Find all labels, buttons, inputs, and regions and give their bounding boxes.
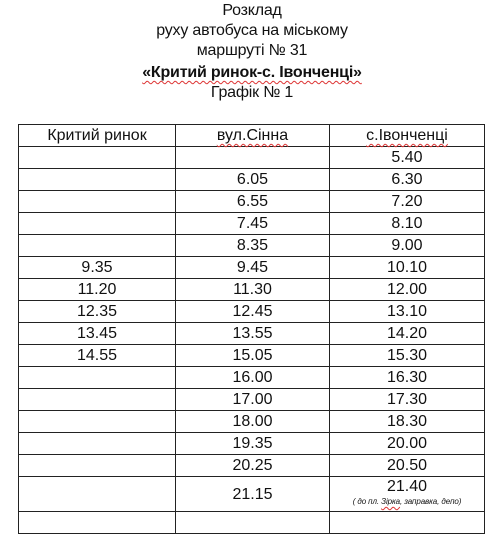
table-cell xyxy=(19,433,176,455)
table-cell: 6.30 xyxy=(330,169,485,191)
title-line-1: Розклад xyxy=(222,2,282,19)
table-row xyxy=(19,433,485,455)
table-cell: 9.00 xyxy=(330,235,485,257)
column-header-text: с.Івонченці xyxy=(366,127,448,144)
table-row xyxy=(19,512,485,534)
document-header xyxy=(0,0,504,103)
table-row xyxy=(19,191,485,213)
table-cell: 18.00 xyxy=(176,411,330,433)
table-cell: 14.55 xyxy=(19,345,176,367)
table-row xyxy=(19,213,485,235)
table-cell: 6.05 xyxy=(176,169,330,191)
table-cell: 20.50 xyxy=(330,455,485,477)
title-line-3: маршруті № 31 xyxy=(196,42,308,59)
table-row xyxy=(19,301,485,323)
table-cell xyxy=(19,147,176,169)
column-header: Критий ринок xyxy=(19,125,176,147)
table-cell xyxy=(19,191,176,213)
departure-time: 21.40 xyxy=(386,478,428,495)
table-cell: 16.00 xyxy=(176,367,330,389)
table-cell: 9.45 xyxy=(176,257,330,279)
table-cell xyxy=(19,411,176,433)
column-header xyxy=(330,125,485,147)
column-header-text: вул.Сінна xyxy=(216,127,289,144)
table-row xyxy=(19,279,485,301)
route-note-underlined: Зірка xyxy=(381,497,401,506)
table-cell: 12.00 xyxy=(330,279,485,301)
table-row xyxy=(19,257,485,279)
table-cell xyxy=(19,213,176,235)
table-cell: 17.30 xyxy=(330,389,485,411)
table-cell xyxy=(19,477,176,512)
route-name xyxy=(0,63,504,83)
table-cell xyxy=(176,512,330,534)
timetable xyxy=(18,124,485,534)
table-cell xyxy=(19,455,176,477)
table-cell: 13.45 xyxy=(19,323,176,345)
table-cell: 8.10 xyxy=(330,213,485,235)
table-row xyxy=(19,323,485,345)
table-cell xyxy=(19,389,176,411)
table-row xyxy=(19,169,485,191)
table-row xyxy=(19,367,485,389)
title-line-2: руху автобуса на міському xyxy=(156,22,348,39)
table-row xyxy=(19,455,485,477)
table-cell: 5.40 xyxy=(330,147,485,169)
table-cell xyxy=(330,512,485,534)
route-note xyxy=(330,496,484,507)
table-cell: 7.45 xyxy=(176,213,330,235)
table-row xyxy=(19,147,485,169)
table-cell: 8.35 xyxy=(176,235,330,257)
table-cell xyxy=(19,169,176,191)
table-cell xyxy=(19,367,176,389)
table-cell xyxy=(19,235,176,257)
table-cell xyxy=(19,512,176,534)
route-note-prefix: ( до пл. xyxy=(352,497,382,506)
table-cell: 21.15 xyxy=(176,477,330,512)
table-cell: 14.20 xyxy=(330,323,485,345)
table-header-row xyxy=(19,125,485,147)
table-row xyxy=(19,389,485,411)
route-note-suffix: , заправка, депо) xyxy=(400,497,462,506)
table-cell: 20.25 xyxy=(176,455,330,477)
table-row xyxy=(19,477,485,512)
schedule-number: Графік № 1 xyxy=(210,84,294,101)
table-row xyxy=(19,235,485,257)
table-cell: 13.55 xyxy=(176,323,330,345)
table-cell: 7.20 xyxy=(330,191,485,213)
table-cell: 19.35 xyxy=(176,433,330,455)
table-cell: 10.10 xyxy=(330,257,485,279)
table-cell: 12.45 xyxy=(176,301,330,323)
table-row xyxy=(19,411,485,433)
table-cell: 15.30 xyxy=(330,345,485,367)
table-cell: 11.20 xyxy=(19,279,176,301)
table-cell: 12.35 xyxy=(19,301,176,323)
column-header xyxy=(176,125,330,147)
table-cell xyxy=(330,477,485,512)
table-cell: 18.30 xyxy=(330,411,485,433)
table-cell xyxy=(176,147,330,169)
table-cell: 6.55 xyxy=(176,191,330,213)
table-cell: 16.30 xyxy=(330,367,485,389)
route-name-text: «Критий ринок-с. Івонченці» xyxy=(142,64,362,81)
table-cell: 9.35 xyxy=(19,257,176,279)
table-cell: 15.05 xyxy=(176,345,330,367)
table-cell: 20.00 xyxy=(330,433,485,455)
table-cell: 13.10 xyxy=(330,301,485,323)
table-row xyxy=(19,345,485,367)
table-cell: 17.00 xyxy=(176,389,330,411)
table-cell: 11.30 xyxy=(176,279,330,301)
